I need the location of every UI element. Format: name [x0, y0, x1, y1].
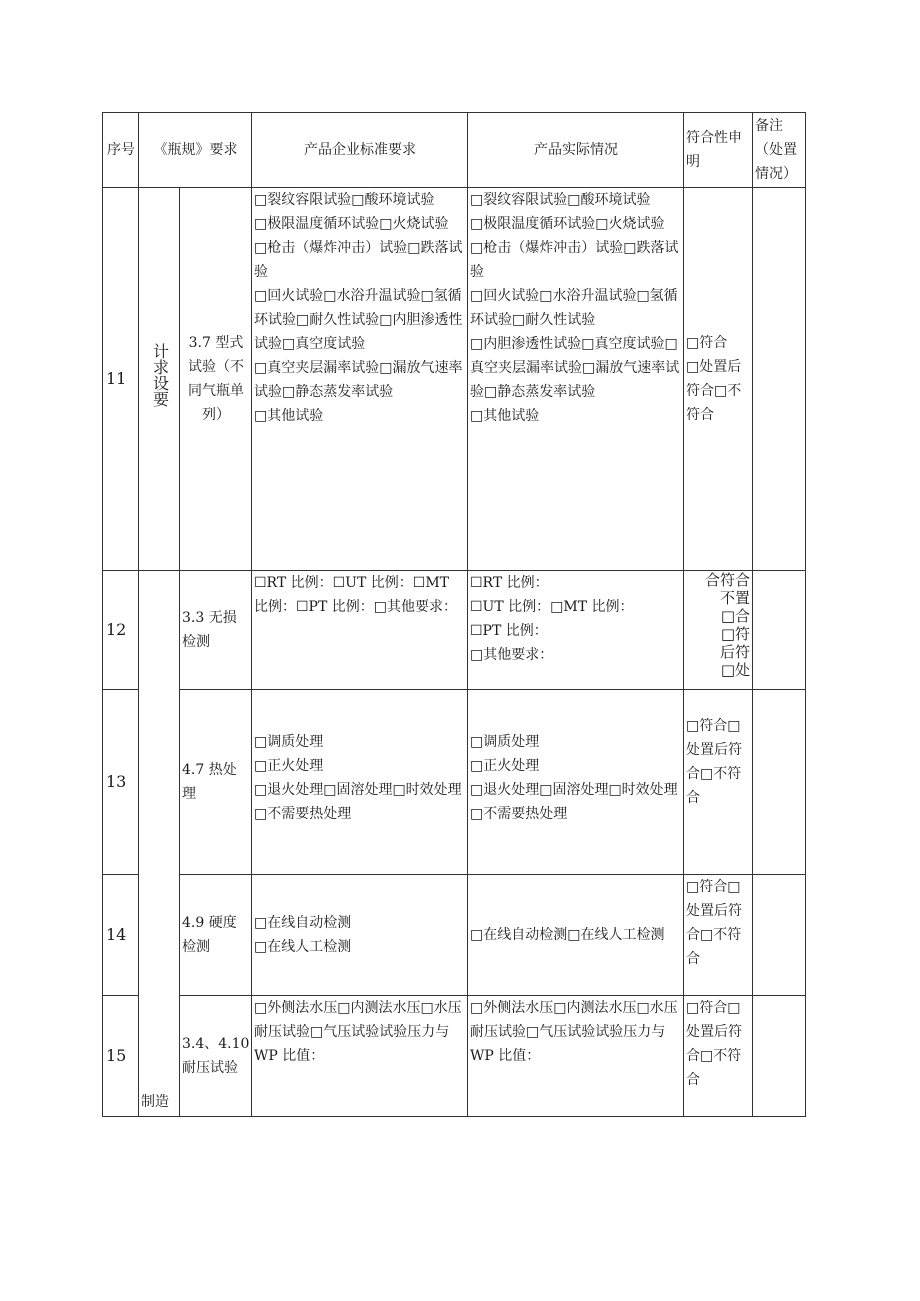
header-rule-requirement: 《瓶规》要求	[139, 113, 252, 188]
row-conformity: □符合□处置后符合□不符合	[684, 875, 753, 996]
actual-line: ☐UT 比例：□MT 比例：	[470, 599, 634, 615]
row-remark	[753, 875, 806, 996]
row-standard-requirement	[252, 571, 468, 690]
row-actual-situation	[468, 690, 684, 875]
row-clause: 3.4、4.10 耐压试验	[180, 996, 252, 1117]
row-standard-requirement	[252, 188, 468, 571]
row-remark	[753, 188, 806, 571]
row-actual-situation	[468, 188, 684, 571]
table-row	[103, 188, 806, 571]
actual-line: ☐PT 比例：	[470, 623, 548, 639]
actual-line: □回火试验□水浴升温试验□氢循环试验□耐久性试验	[470, 288, 678, 328]
actual-line: □其他要求：	[470, 647, 554, 663]
row-actual-situation	[468, 875, 684, 996]
row-seq: 14	[103, 875, 139, 996]
std-line: ☐RT 比例：☐UT 比例：☐MT 比例：☐PT 比例：□其他要求：	[254, 575, 457, 615]
std-line: □退火处理□固溶处理□时效处理□不需要热处理	[254, 782, 462, 822]
row-clause: 4.9 硬度检测	[180, 875, 252, 996]
row-category-manufacture: 制造	[139, 571, 180, 1117]
row-seq: 13	[103, 690, 139, 875]
row-conformity: □符合□处置后符合□不符合	[684, 996, 753, 1117]
header-standard-requirement: 产品企业标准要求	[252, 113, 468, 188]
row-seq: 15	[103, 996, 139, 1117]
table-row	[103, 690, 806, 875]
row-actual-situation	[468, 571, 684, 690]
header-conformity: 符合性申明	[684, 113, 753, 188]
std-line: □正火处理	[254, 758, 324, 774]
std-line: □裂纹容限试验□酸环境试验	[254, 192, 435, 208]
actual-line: □内胆渗透性试验□真空度试验□真空夹层漏率试验□漏放气速率试验□静态蒸发率试验	[470, 336, 680, 400]
actual-line: □极限温度循环试验□火烧试验	[470, 216, 665, 232]
header-actual-situation: 产品实际情况	[468, 113, 684, 188]
header-remark: 备注（处置情况）	[753, 113, 806, 188]
std-line: □真空夹层漏率试验□漏放气速率试验□静态蒸发率试验	[254, 360, 463, 400]
std-line: □调质处理	[254, 734, 324, 750]
row-remark	[753, 571, 806, 690]
actual-line: □正火处理	[470, 758, 540, 774]
std-line: □其他试验	[254, 408, 324, 424]
row-seq: 11	[103, 188, 139, 571]
row-standard-requirement	[252, 875, 468, 996]
row-standard-requirement	[252, 996, 468, 1117]
actual-line: □外侧法水压□内测法水压□水压耐压试验□气压试验试验压力与 WP 比值：	[470, 1000, 678, 1064]
actual-line: □其他试验	[470, 408, 540, 424]
actual-line: □调质处理	[470, 734, 540, 750]
row-actual-situation	[468, 996, 684, 1117]
actual-line: □在线自动检测□在线人工检测	[470, 927, 665, 943]
table-row	[103, 571, 806, 690]
std-line: □外侧法水压□内测法水压□水压耐压试验□气压试验试验压力与 WP 比值：	[254, 1000, 462, 1064]
std-line: □在线人工检测	[254, 939, 352, 955]
row-conformity: □符合□处置后符合□不符合	[684, 690, 753, 875]
requirements-table	[102, 112, 806, 1117]
actual-line: □退火处理□固溶处理□时效处理□不需要热处理	[470, 782, 678, 822]
row-remark	[753, 690, 806, 875]
row-standard-requirement	[252, 690, 468, 875]
row-conformity: □符合 □处置后符合□不符合	[684, 188, 753, 571]
table-row	[103, 875, 806, 996]
header-row	[103, 113, 806, 188]
std-line: □极限温度循环试验□火烧试验	[254, 216, 449, 232]
row-clause: 3.7 型式试验（不同气瓶单列）	[180, 188, 252, 571]
row-category	[139, 188, 180, 571]
inspection-form	[102, 112, 806, 1117]
row-remark	[753, 996, 806, 1117]
row-seq: 12	[103, 571, 139, 690]
row-clause: 4.7 热处理	[180, 690, 252, 875]
category-label: 计求设要	[150, 343, 170, 407]
actual-line: □裂纹容限试验□酸环境试验	[470, 192, 651, 208]
std-line: □在线自动检测	[254, 915, 352, 931]
actual-line: ☐RT 比例：	[470, 575, 549, 591]
std-line: □枪击（爆炸冲击）试验□跌落试验	[254, 240, 463, 280]
row-conformity: 合符合 不置 □合 □符 后符 □处	[684, 571, 753, 690]
table-row	[103, 996, 806, 1117]
actual-line: □枪击（爆炸冲击）试验□跌落试验	[470, 240, 679, 280]
std-line: □回火试验□水浴升温试验□氢循环试验□耐久性试验□内胆渗透性试验□真空度试验	[254, 288, 463, 352]
row-clause: 3.3 无损检测	[180, 571, 252, 690]
header-seq: 序号	[103, 113, 139, 188]
